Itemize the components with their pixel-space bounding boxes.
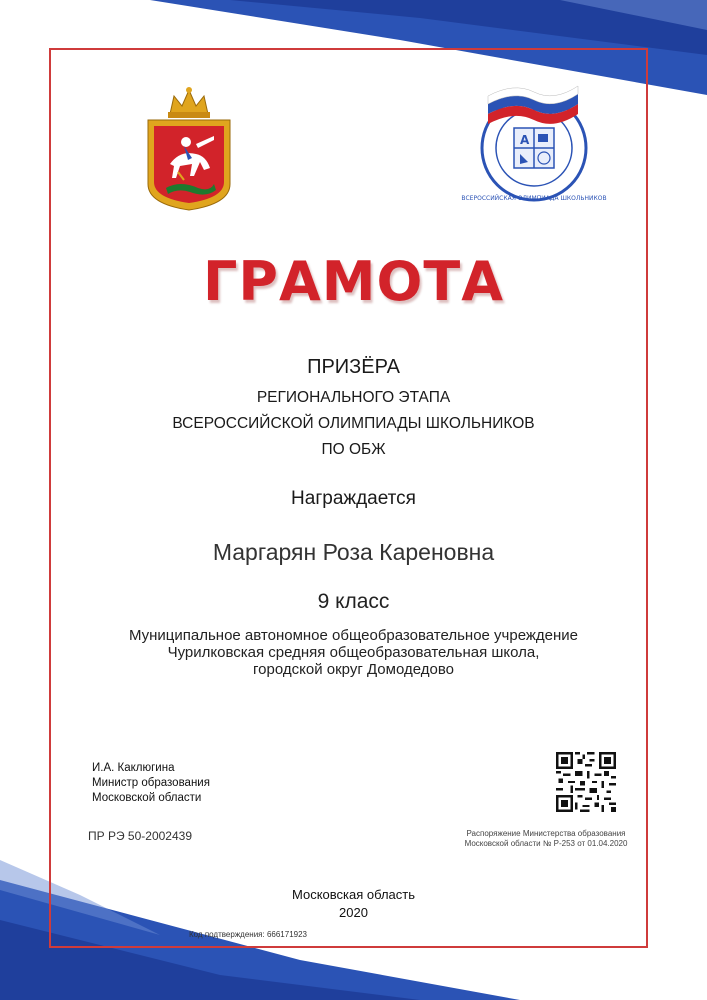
school-line-2: Чурилковская средняя общеобразовательная школа, (167, 644, 540, 661)
svg-text:A: A (520, 133, 530, 147)
recipient-name: Маргарян Роза Кареновна (212, 539, 495, 565)
awarded-label: Награждается (291, 488, 416, 509)
olympiad-logo-icon (461, 82, 607, 206)
school-line-1: Муниципальное автономное общеобразовательное учреждение (128, 627, 579, 644)
order-line-2: Московской области № Р-253 от 01.04.2020 (464, 839, 628, 848)
year-label: 2020 (339, 905, 368, 920)
confirmation-code: Код подтверждения: 666171923 (189, 930, 307, 939)
registration-number: ПР РЭ 50-2002439 (88, 829, 192, 843)
subtitle-line-2: ВСЕРОССИЙСКОЙ ОЛИМПИАДЫ ШКОЛЬНИКОВ (172, 415, 535, 432)
qr-code-icon (556, 752, 616, 812)
logo-ring-text: ВСЕРОССИЙСКАЯ ОЛИМПИАДА ШКОЛЬНИКОВ (461, 195, 607, 202)
certificate-title: ГРАМОТА (202, 250, 505, 313)
coat-of-arms-icon (140, 84, 238, 214)
signer-position-line-2: Московской области (92, 792, 202, 804)
award-category: ПРИЗЁРА (307, 356, 400, 378)
signer-position-line-1: Министр образования (92, 777, 210, 789)
order-line-1: Распоряжение Министерства образования (466, 829, 626, 838)
school-line-3: городской округ Домодедово (253, 661, 454, 678)
region-label: Московская область (291, 887, 416, 902)
signer-name: И.А. Каклюгина (92, 762, 175, 774)
grade-label: 9 класс (317, 590, 390, 613)
subtitle-line-3: ПО ОБЖ (321, 441, 386, 458)
subtitle-line-1: РЕГИОНАЛЬНОГО ЭТАПА (256, 389, 451, 406)
